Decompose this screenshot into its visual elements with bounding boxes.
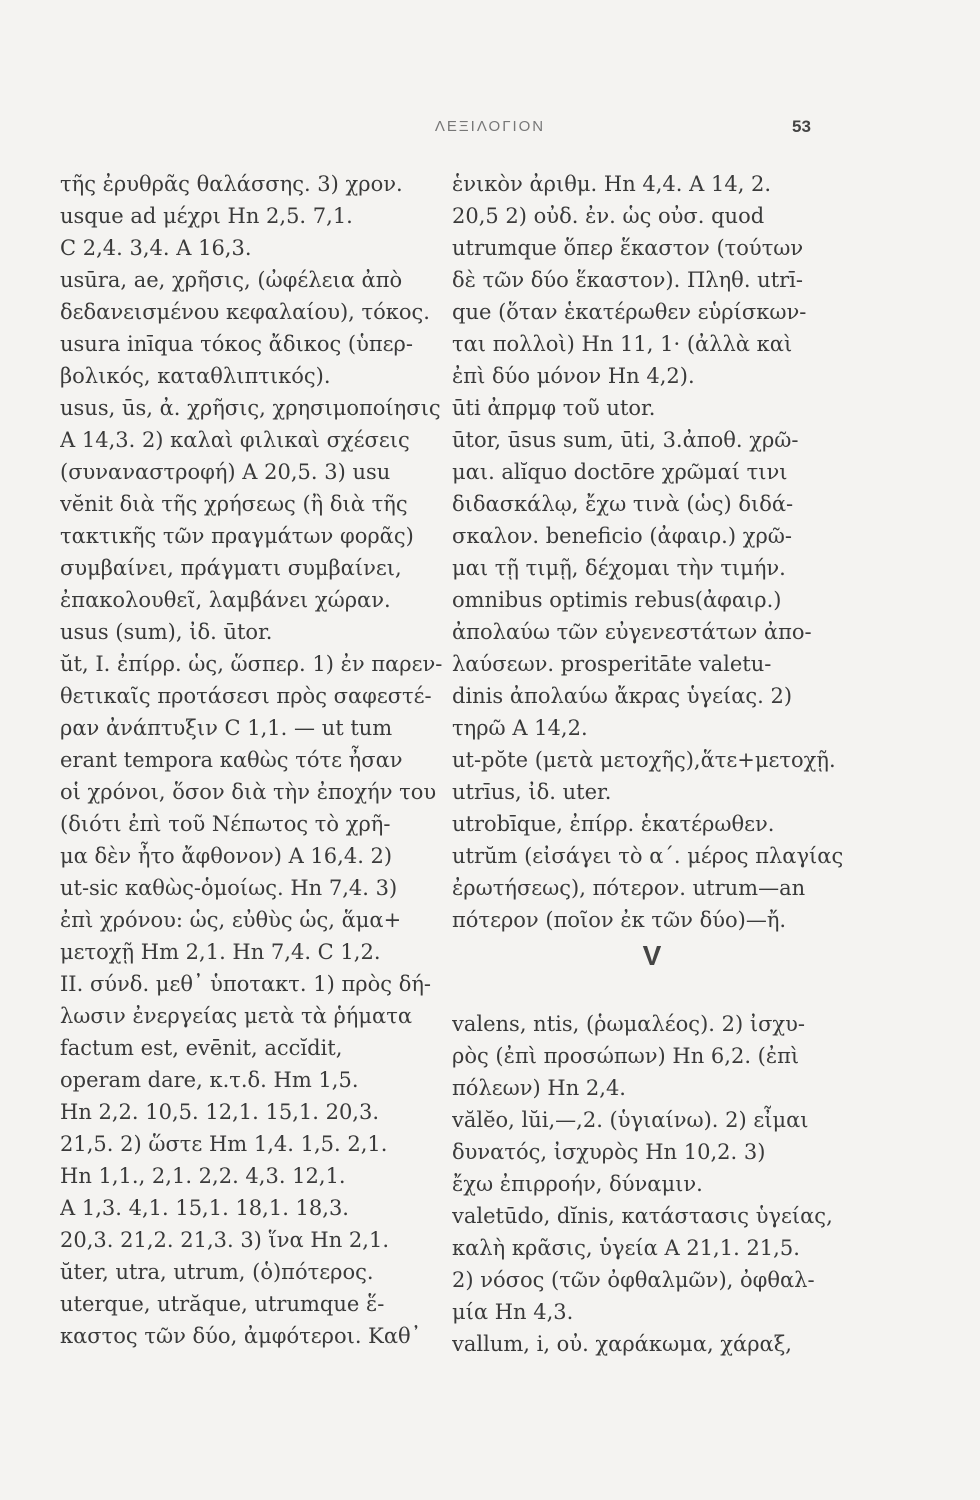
text-line: λωσιν ἐνεργείας μετὰ τὰ ῥήματα	[60, 1004, 413, 1028]
text-line: δεδανεισμένου κεφαλαίου), τόκος.	[60, 300, 430, 324]
text-line: II. σύνδ. μεθ᾽ ὑποτακτ. 1) πρὸς δή-	[60, 972, 432, 996]
text-line: ἑνικὸν ἀριθμ. Hn 4,4. A 14, 2.	[452, 172, 772, 196]
text-line: τηρῶ A 14,2.	[452, 716, 588, 740]
page-number: 53	[792, 117, 811, 136]
text-line: que (ὅταν ἑκατέρωθεν εὑρίσκων-	[452, 300, 807, 324]
text-line: ut-sic καθὼς-ὁμοίως. Hn 7,4. 3)	[60, 876, 398, 900]
right-column	[452, 168, 852, 1360]
text-line: λαύσεων. prosperitāte valetu-	[452, 652, 772, 676]
text-line: C 2,4. 3,4. A 16,3.	[60, 236, 252, 260]
section-letter: V	[642, 940, 662, 971]
text-line: ἐπὶ δύο μόνον Hn 4,2).	[452, 364, 695, 388]
text-line: σκαλον. beneficio (ἀφαιρ.) χρῶ-	[452, 524, 793, 548]
text-line: ἐπὶ χρόνου: ὡς, εὐθὺς ὡς, ἅμα+	[60, 908, 402, 932]
text-line: usus, ūs, ἀ. χρῆσις, χρησιμοποίησις	[60, 396, 441, 420]
text-line: utrobīque, ἐπίρρ. ἑκατέρωθεν.	[452, 812, 775, 836]
running-title: ΛΕΞΙΛΟΓΙΟΝ	[434, 118, 546, 135]
text-line: πότερον (ποῖον ἐκ τῶν δύο)—ἤ.	[452, 908, 787, 932]
text-line: utrumque ὅπερ ἕκαστον (τούτων	[452, 236, 804, 260]
text-line: (διότι ἐπὶ τοῦ Νέπωτος τὸ χρῆ-	[60, 812, 391, 836]
text-line: θετικαῖς προτάσεσι πρὸς σαφεστέ-	[60, 684, 432, 708]
text-line: συμβαίνει, πράγματι συμβαίνει,	[60, 556, 402, 580]
text-line: erant tempora καθὼς τότε ἦσαν	[60, 748, 403, 772]
text-line: ται πολλοὶ) Hn 11, 1· (ἀλλὰ καὶ	[452, 332, 793, 356]
text-line: utrīus, ἰδ. uter.	[452, 780, 612, 804]
text-line: uterque, utrăque, utrumque ἕ-	[60, 1292, 385, 1316]
text-line: δυνατός, ἰσχυρὸς Hn 10,2. 3)	[452, 1140, 766, 1164]
text-line: factum est, evēnit, accĭdit,	[60, 1036, 343, 1060]
text-line: usura inīqua τόκος ἄδικος (ὑπερ-	[60, 332, 413, 356]
text-line: μαι τῇ τιμῇ, δέχομαι τὴν τιμήν.	[452, 556, 786, 580]
text-line: τακτικῆς τῶν πραγμάτων φορᾶς)	[60, 524, 414, 548]
text-line: μία Hn 4,3.	[452, 1300, 574, 1324]
section-spacer	[452, 976, 852, 1008]
text-line: δὲ τῶν δύο ἕκαστον). Πληθ. utrī-	[452, 268, 803, 292]
text-line: ūti ἀπρμφ τοῦ utor.	[452, 396, 656, 420]
text-line: dinis ἀπολαύω ἄκρας ὑγείας. 2)	[452, 684, 793, 708]
text-line: τῆς ἐρυθρᾶς θαλάσσης. 3) χρον.	[60, 172, 403, 196]
text-line: usūra, ae, χρῆσις, (ὠφέλεια ἀπὸ	[60, 268, 403, 292]
text-line: vălĕo, lŭi,—,2. (ὑγιαίνω). 2) εἶμαι	[452, 1108, 809, 1132]
text-line: οἱ χρόνοι, ὅσον διὰ τὴν ἐποχήν του	[60, 780, 437, 804]
text-line: 20,5 2) οὐδ. ἐν. ὡς οὐσ. quod	[452, 204, 765, 228]
text-line: διδασκάλῳ, ἔχω τινὰ (ὡς) διδά-	[452, 492, 794, 516]
text-line: valetūdo, dĭnis, κατάστασις ὑγείας,	[452, 1204, 833, 1228]
text-line: ŭt, I. ἐπίρρ. ὡς, ὥσπερ. 1) ἐν παρεν-	[60, 652, 443, 676]
text-line: 21,5. 2) ὥστε Hm 1,4. 1,5. 2,1.	[60, 1132, 388, 1156]
text-line: καλὴ κρᾶσις, ὑγεία A 21,1. 21,5.	[452, 1236, 800, 1260]
text-line: usus (sum), ἰδ. ūtor.	[60, 620, 273, 644]
text-line: Hn 2,2. 10,5. 12,1. 15,1. 20,3.	[60, 1100, 380, 1124]
text-line: operam dare, κ.τ.δ. Hm 1,5.	[60, 1068, 359, 1092]
text-line: πόλεων) Hn 2,4.	[452, 1076, 626, 1100]
text-line: ἐρωτήσεως), πότερον. utrum—an	[452, 876, 806, 900]
text-line: A 14,3. 2) καλαὶ φιλικαὶ σχέσεις	[60, 428, 410, 452]
text-line: ūtor, ūsus sum, ūti, 3.ἀποθ. χρῶ-	[452, 428, 799, 452]
text-line: vĕnit διὰ τῆς χρήσεως (ἢ διὰ τῆς	[60, 492, 408, 516]
text-line: valens, ntis, (ῥωμαλέος). 2) ἰσχυ-	[452, 1012, 806, 1036]
text-line: ἐπακολουθεῖ, λαμβάνει χώραν.	[60, 588, 391, 612]
text-line: ŭter, utra, utrum, (ὁ)πότερος.	[60, 1260, 374, 1284]
text-line: omnibus optimis rebus(ἀφαιρ.)	[452, 588, 782, 612]
left-column	[60, 168, 480, 1352]
text-line: καστος τῶν δύο, ἀμφότεροι. Καθ᾽	[60, 1324, 422, 1348]
text-line: μετοχῇ Hm 2,1. Hn 7,4. C 1,2.	[60, 940, 381, 964]
text-line: βολικός, καταθλιπτικός).	[60, 364, 331, 388]
text-line: (συναναστροφή) A 20,5. 3) usu	[60, 460, 391, 484]
text-line: A 1,3. 4,1. 15,1. 18,1. 18,3.	[60, 1196, 349, 1220]
text-line: μαι. alĭquo doctōre χρῶμαί τινι	[452, 460, 788, 484]
text-line: usque ad μέχρι Hn 2,5. 7,1.	[60, 204, 353, 228]
text-line: 20,3. 21,2. 21,3. 3) ἵνα Hn 2,1.	[60, 1228, 389, 1252]
text-line: utrŭm (εἰσάγει τὸ α΄. μέρος πλαγίας	[452, 844, 844, 868]
text-line: 2) νόσος (τῶν ὀφθαλμῶν), ὀφθαλ-	[452, 1268, 815, 1292]
text-line: ut-pŏte (μετὰ μετοχῆς),ἅτε+μετοχῇ.	[452, 748, 836, 772]
text-line: vallum, i, οὐ. χαράκωμα, χάραξ,	[452, 1332, 792, 1356]
text-line: ραν ἀνάπτυξιν C 1,1. — ut tum	[60, 716, 393, 740]
text-line: μα δὲν ἦτο ἄφθονον) A 16,4. 2)	[60, 844, 393, 868]
text-line: Hn 1,1., 2,1. 2,2. 4,3. 12,1.	[60, 1164, 346, 1188]
text-line: ρὸς (ἐπὶ προσώπων) Hn 6,2. (ἐπὶ	[452, 1044, 800, 1068]
text-line: ἔχω ἐπιρροήν, δύναμιν.	[452, 1172, 703, 1196]
text-line: ἀπολαύω τῶν εὐγενεστάτων ἀπο-	[452, 620, 812, 644]
